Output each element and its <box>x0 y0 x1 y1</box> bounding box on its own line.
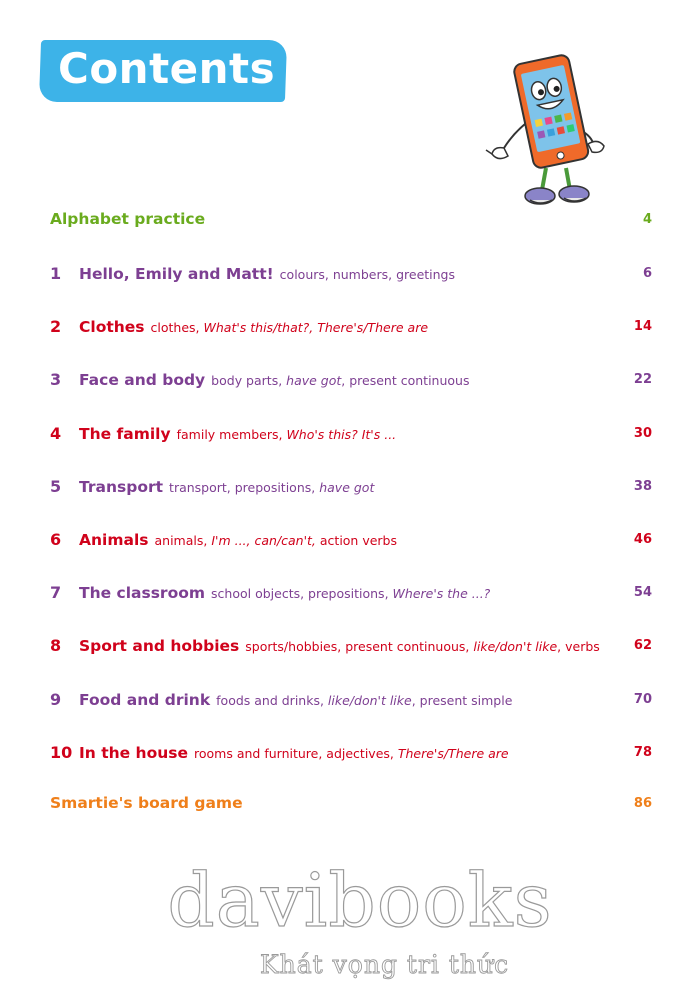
unit-topic-text: family members, <box>176 427 287 442</box>
unit-topic-text: , present simple <box>411 693 513 708</box>
unit-heading <box>79 264 455 283</box>
unit-topic-italic: I'm ..., can/can't, <box>211 533 316 548</box>
unit-number: 10 <box>50 743 73 762</box>
unit-topic-italic: What's this/that?, There's/There are <box>203 320 429 335</box>
unit-topic-italic: have got <box>319 480 375 495</box>
unit-topic-text: clothes, <box>150 320 204 335</box>
unit-topics <box>280 267 455 282</box>
toc-entry-unit-5[interactable] <box>48 477 652 501</box>
toc-entry-title: Alphabet practice <box>50 210 206 228</box>
toc-page-number: 86 <box>633 796 652 811</box>
unit-heading <box>79 317 428 336</box>
unit-title: Clothes <box>79 318 145 336</box>
toc-page-number: 6 <box>642 266 652 281</box>
unit-topics <box>211 373 469 388</box>
toc-entry-unit-7[interactable] <box>48 583 652 607</box>
unit-topic-italic: like/don't like <box>473 639 558 654</box>
unit-topics <box>151 320 429 335</box>
unit-topic-text: animals, <box>154 533 212 548</box>
toc-page-number: 78 <box>633 745 652 760</box>
unit-heading <box>79 424 396 443</box>
toc-entry-unit-9[interactable] <box>48 690 652 714</box>
toc-entry-unit-2[interactable] <box>48 317 652 341</box>
unit-title: The classroom <box>79 584 206 602</box>
unit-number: 8 <box>50 636 62 655</box>
smartphone-character-icon <box>484 50 614 212</box>
unit-number: 5 <box>50 477 62 496</box>
toc-page-number: 38 <box>633 479 652 494</box>
unit-topic-italic: have got <box>286 373 342 388</box>
toc-page-number: 30 <box>633 426 652 441</box>
unit-topic-text: , present continuous <box>341 373 470 388</box>
unit-heading <box>79 743 509 762</box>
unit-title: Animals <box>79 531 149 549</box>
unit-topic-text: action verbs <box>315 533 398 548</box>
unit-topic-text: colours, numbers, greetings <box>279 267 456 282</box>
unit-topics <box>245 639 600 654</box>
unit-topic-text: sports/hobbies, present continuous, <box>245 639 474 654</box>
unit-heading <box>79 690 512 709</box>
unit-number: 6 <box>50 530 62 549</box>
unit-topic-text: transport, prepositions, <box>169 480 320 495</box>
toc-entry-unit-8[interactable] <box>48 636 652 660</box>
toc-entry-alphabet-practice[interactable] <box>48 210 652 234</box>
unit-title: Face and body <box>79 371 206 389</box>
unit-topic-text: school objects, prepositions, <box>211 586 393 601</box>
unit-topics <box>177 427 397 442</box>
unit-topic-text: rooms and furniture, adjectives, <box>194 746 398 761</box>
toc-entry-unit-4[interactable] <box>48 424 652 448</box>
toc-page-number: 14 <box>633 319 652 334</box>
toc-entry-unit-6[interactable] <box>48 530 652 554</box>
toc-entry-title: Smartie's board game <box>50 794 243 812</box>
unit-number: 7 <box>50 583 62 602</box>
toc-page-number: 22 <box>633 372 652 387</box>
toc-page-number: 62 <box>633 638 652 653</box>
unit-title: Food and drink <box>79 691 211 709</box>
page-title: Contents <box>58 44 276 93</box>
unit-number: 3 <box>50 370 62 389</box>
unit-number: 4 <box>50 424 62 443</box>
unit-number: 2 <box>50 317 62 336</box>
unit-topics <box>216 693 512 708</box>
toc-page-number: 70 <box>633 692 652 707</box>
unit-topic-italic: Who's this? It's ... <box>286 427 397 442</box>
unit-topic-text: body parts, <box>211 373 287 388</box>
unit-heading <box>79 636 600 655</box>
toc-entry-unit-1[interactable] <box>48 264 652 288</box>
unit-heading <box>79 370 469 389</box>
unit-topics <box>169 480 374 495</box>
unit-heading <box>79 477 374 496</box>
unit-topic-text: , verbs <box>557 639 600 654</box>
unit-topic-italic: There's/There are <box>397 746 509 761</box>
unit-title: In the house <box>79 744 189 762</box>
unit-title: Hello, Emily and Matt! <box>79 265 274 283</box>
unit-title: Transport <box>79 478 164 496</box>
unit-topic-italic: like/don't like <box>327 693 412 708</box>
toc-entry-unit-3[interactable] <box>48 370 652 394</box>
unit-topic-italic: Where's the ...? <box>392 586 491 601</box>
unit-topics <box>155 533 398 548</box>
toc-page-number: 54 <box>633 585 652 600</box>
unit-topics <box>211 586 490 601</box>
unit-number: 9 <box>50 690 62 709</box>
unit-title: Sport and hobbies <box>79 637 240 655</box>
toc-page-number: 46 <box>633 532 652 547</box>
unit-heading <box>79 530 397 549</box>
toc-entry-unit-10[interactable] <box>48 743 652 767</box>
unit-topics <box>194 746 509 761</box>
toc-entry-board-game[interactable] <box>48 794 652 818</box>
toc-page-number: 4 <box>642 212 652 227</box>
unit-title: The family <box>79 425 171 443</box>
unit-number: 1 <box>50 264 62 283</box>
watermark-brand: davibooks <box>167 858 553 944</box>
watermark-tagline: Khát vọng tri thức <box>260 950 510 979</box>
unit-topic-text: foods and drinks, <box>216 693 328 708</box>
unit-heading <box>79 583 490 602</box>
